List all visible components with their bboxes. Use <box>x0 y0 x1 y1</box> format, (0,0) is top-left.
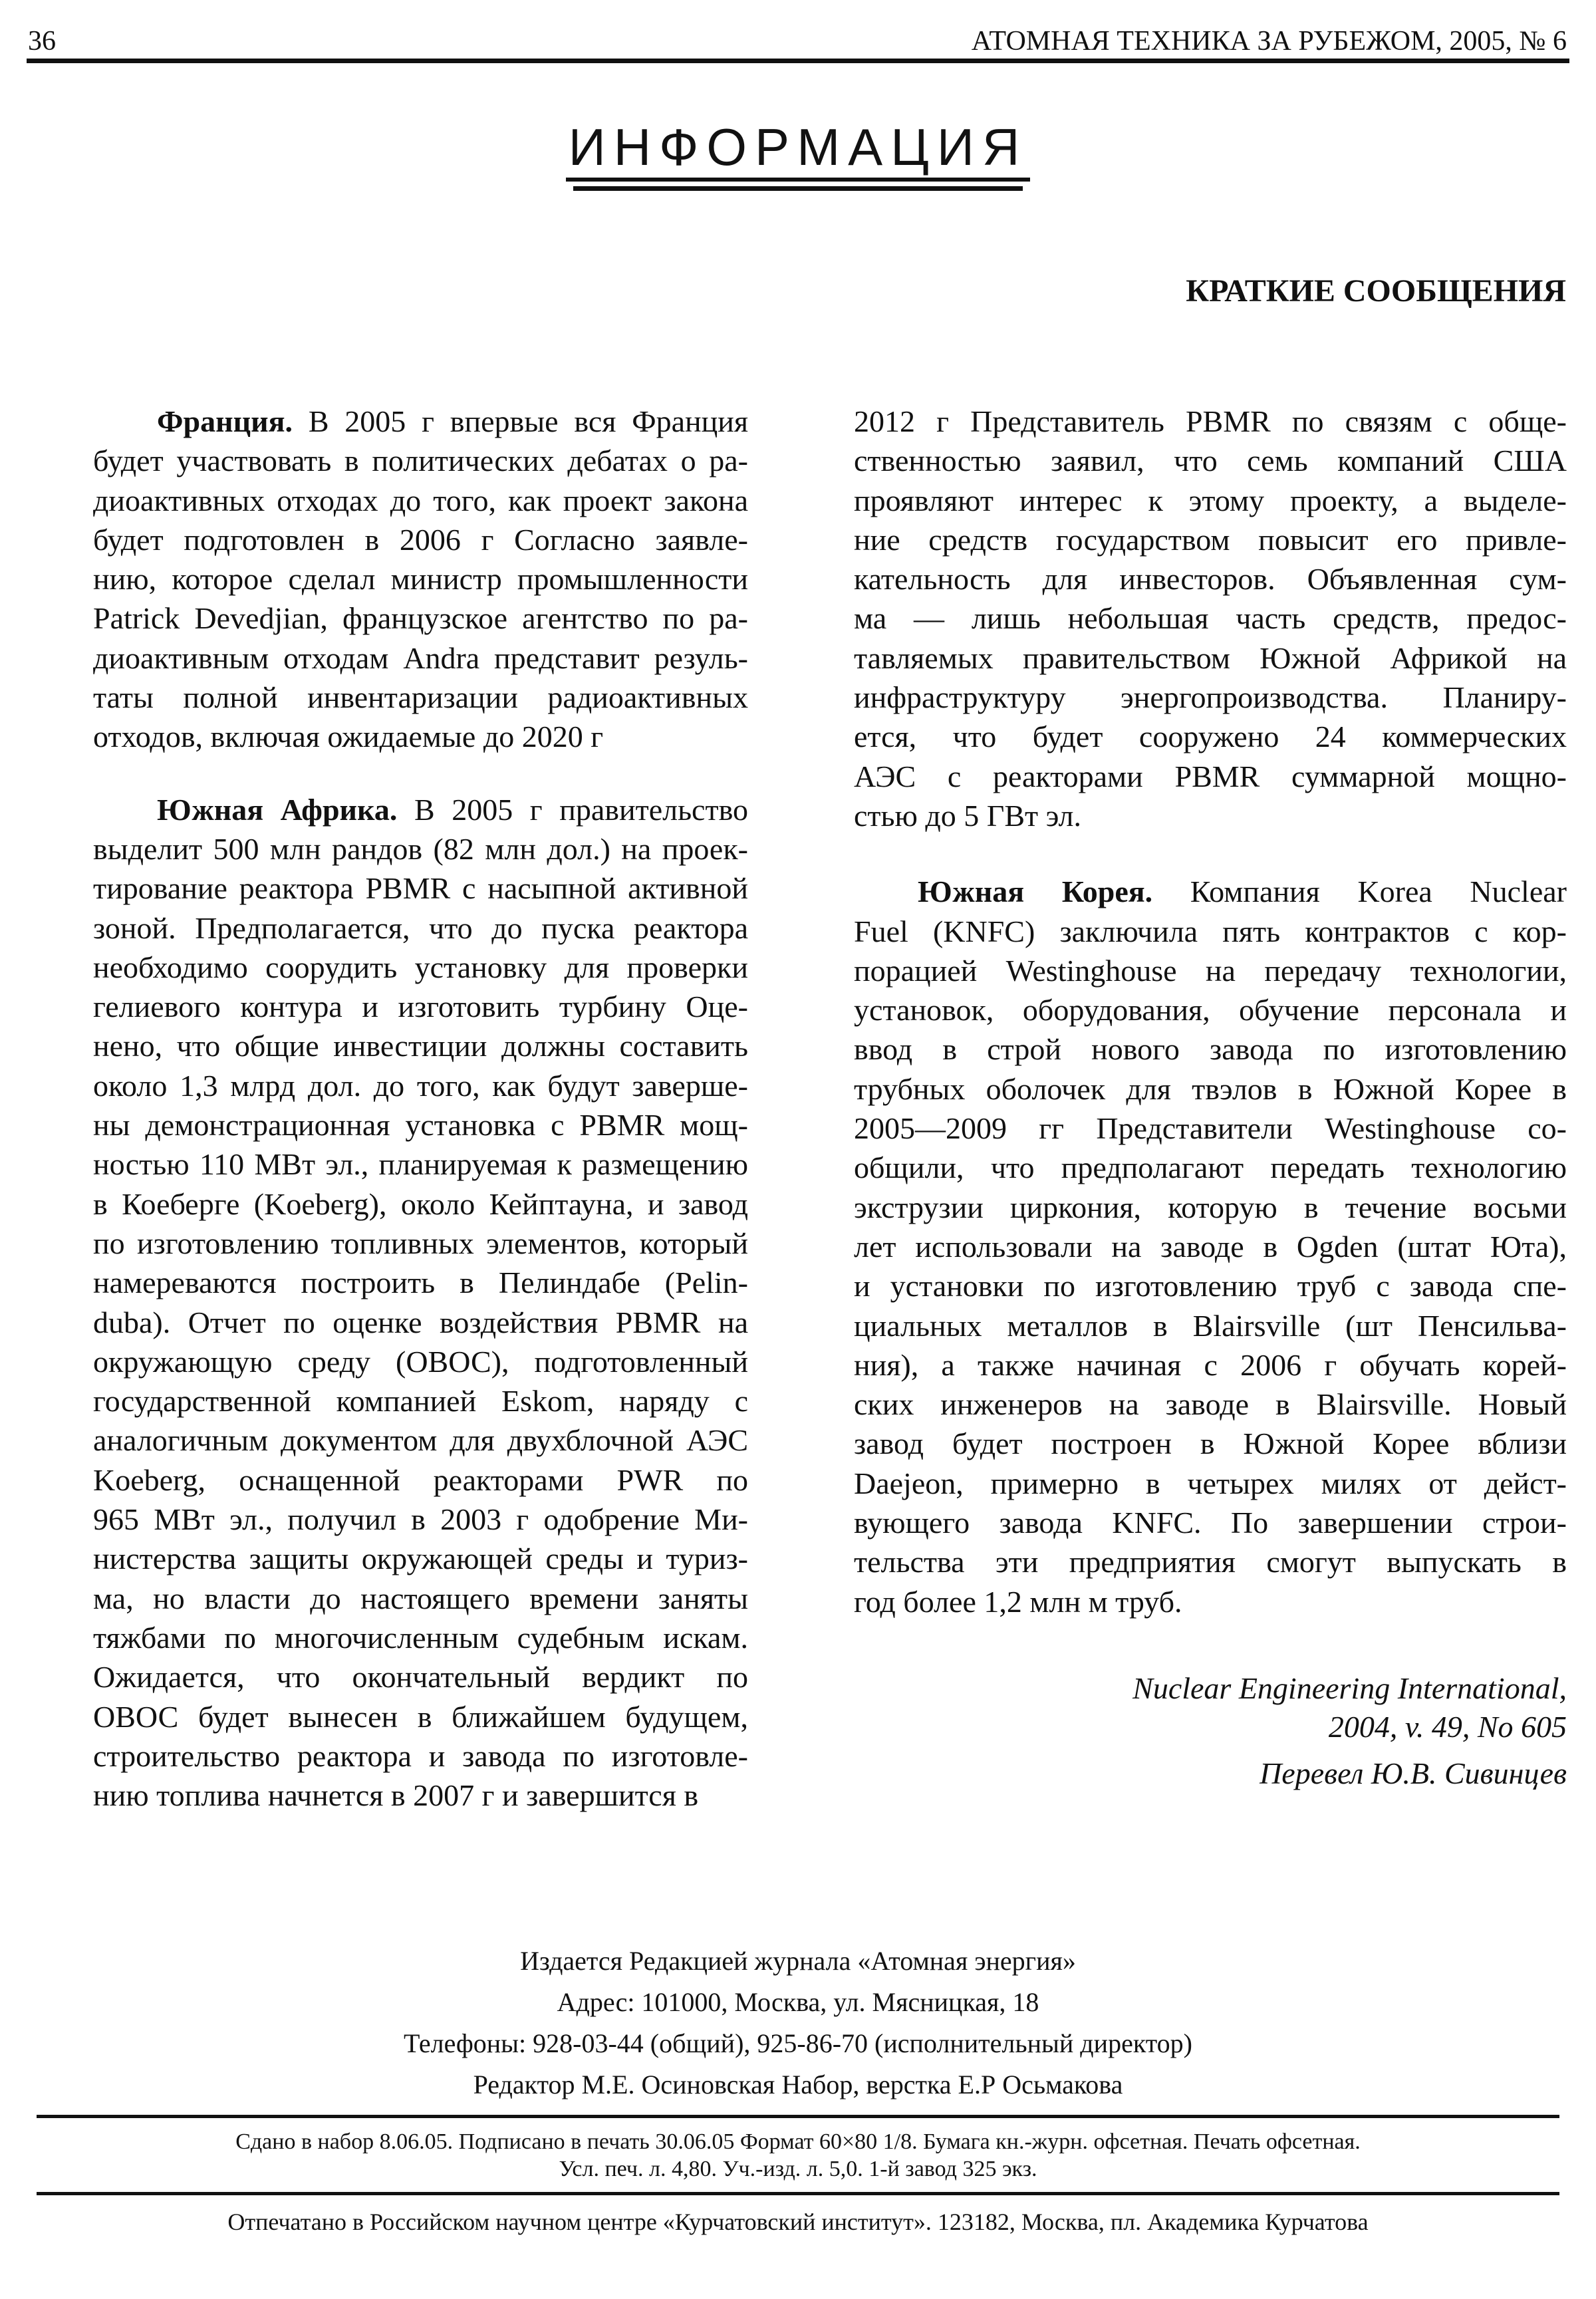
text-line <box>854 441 1567 480</box>
text-line <box>854 1424 1567 1463</box>
line-text: отходов, включая ожидаемые до 2020 г <box>93 720 604 754</box>
text-line <box>854 1503 1567 1542</box>
page-title: ИНФОРМАЦИЯ <box>566 116 1031 182</box>
line-text: нено, что общие инвестиции должны составить <box>93 1029 748 1063</box>
text-line <box>93 441 748 480</box>
text-line <box>854 990 1567 1029</box>
text-line <box>93 1105 748 1145</box>
line-text: нию, которое сделал министр промышленности <box>93 562 748 597</box>
line-text: установок, оборудования, обучение персонала и <box>854 993 1567 1027</box>
text-line <box>93 1697 748 1736</box>
text-line <box>854 1227 1567 1266</box>
line-text: проявляют интерес к этому проекту, а выделе- <box>854 483 1567 517</box>
text-line <box>93 1539 748 1578</box>
line-text: завод будет построен в Южной Корее вблизи <box>854 1426 1567 1461</box>
line-text: циальных металлов в Blairsville (шт Пенсильва- <box>854 1308 1567 1343</box>
source-line: Nuclear Engineering International, <box>1132 1671 1567 1705</box>
text-line <box>854 1148 1567 1187</box>
text-line <box>854 559 1567 599</box>
line-text: 2012 г Представитель PBMR по связям с обще- <box>854 404 1567 438</box>
text-line <box>93 1657 748 1696</box>
line-text: вующего завода KNFC. По завершении строи- <box>854 1506 1567 1540</box>
text-line <box>93 402 748 441</box>
text-line <box>854 1029 1567 1069</box>
text-line <box>854 638 1567 678</box>
right-column <box>854 402 1567 1655</box>
line-text: общили, что предполагают передать технологию <box>854 1150 1567 1185</box>
text-line <box>93 717 748 756</box>
imprint-line: Издается Редакцией журнала «Атомная энергия» <box>520 1946 1076 1976</box>
text-line <box>93 948 748 987</box>
line-text: порацией Westinghouse на передачу технологии, <box>854 953 1567 988</box>
print-info <box>0 2128 1596 2183</box>
line-text: тавляемых правительством Южной Африкой на <box>854 640 1567 675</box>
text-line <box>93 1579 748 1618</box>
text-line <box>854 1385 1567 1424</box>
line-text: Fuel (KNFC) заключила пять контрактов с кор- <box>854 914 1567 948</box>
text-line <box>93 638 748 678</box>
text-line <box>93 599 748 638</box>
line-text: Koeberg, оснащенной реакторами PWR по <box>93 1462 748 1497</box>
text-line <box>854 796 1567 835</box>
text-line <box>854 678 1567 717</box>
left-column <box>93 402 748 1848</box>
line-text: тельства эти предприятия смогут выпускать в <box>854 1545 1567 1579</box>
line-text: ны демонстрационная установка с PBMR мощ- <box>93 1108 748 1143</box>
article-south-africa <box>93 790 748 1816</box>
line-text: ОВОС будет вынесен в ближайшем будущем, <box>93 1699 748 1734</box>
line-text: выделит 500 млн рандов (82 млн дол.) на проек- <box>93 831 748 866</box>
line-text: ется, что будет сооружено 24 коммерческих <box>854 720 1567 754</box>
text-line <box>93 1026 748 1065</box>
line-text: лет использовали на заводе в Ogden (штат Юта), <box>854 1229 1567 1264</box>
line-text: Patrick Devedjian, французское агентство по ра- <box>93 601 748 636</box>
line-text: duba). Отчет по оценке воздействия PBMR на <box>93 1305 748 1339</box>
text-line <box>854 717 1567 756</box>
article-south-africa-continued <box>854 402 1567 835</box>
line-text: Ожидается, что окончательный вердикт по <box>93 1660 748 1694</box>
header-rule <box>27 59 1569 63</box>
line-text: ностью 110 МВт эл., планируемая к размещению <box>93 1147 748 1182</box>
line-text: экструзии циркония, которую в течение восьми <box>854 1190 1567 1224</box>
line-text: нию топлива начнется в 2007 г и завершится в <box>93 1778 699 1813</box>
page-title-block <box>0 116 1596 191</box>
text-line <box>854 912 1567 951</box>
text-line <box>93 1460 748 1500</box>
text-line <box>854 481 1567 520</box>
line-text: тирование реактора PBMR с насыпной активной <box>93 871 748 906</box>
text-line <box>93 1420 748 1460</box>
line-text: диоактивным отходам Andra представит резуль- <box>93 640 748 675</box>
line-text: В 2005 г правительство <box>414 792 748 827</box>
line-text: намереваются построить в Пелиндабе (Pelin- <box>93 1266 748 1300</box>
text-line <box>854 757 1567 796</box>
line-text: диоактивных отходах до того, как проект закона <box>93 483 748 517</box>
article-south-korea <box>854 872 1567 1621</box>
line-text: ственностью заявил, что семь компаний США <box>854 444 1567 478</box>
text-line <box>854 1306 1567 1345</box>
text-line <box>854 872 1567 911</box>
text-line <box>854 1345 1567 1385</box>
imprint-line: Редактор М.Е. Осиновская Набор, верстка Е.Р Осьмакова <box>473 2070 1123 2099</box>
article-lead: Южная Корея. <box>918 875 1153 909</box>
text-line <box>854 402 1567 441</box>
text-line <box>93 678 748 717</box>
line-text: стью до 5 ГВт эл. <box>854 798 1082 833</box>
text-line <box>854 1464 1567 1503</box>
text-line <box>93 987 748 1026</box>
imprint-line: Адрес: 101000, Москва, ул. Мясницкая, 18 <box>557 1987 1039 2017</box>
line-text: год более 1,2 млн м труб. <box>854 1584 1182 1619</box>
text-line <box>93 559 748 599</box>
line-text: строительство реактора и завода по изготовле- <box>93 1738 748 1773</box>
line-text: ских инженеров на заводе в Blairsville. Новый <box>854 1387 1567 1422</box>
line-text: Daejeon, примерно в четырех милях от дейст- <box>854 1466 1567 1500</box>
title-underline <box>573 186 1023 191</box>
line-text: 2005—2009 гг Представители Westinghouse со- <box>854 1111 1567 1146</box>
text-line <box>854 1542 1567 1581</box>
text-line <box>854 599 1567 638</box>
text-line <box>854 1266 1567 1305</box>
text-line <box>854 1069 1567 1109</box>
text-line <box>854 520 1567 559</box>
text-line <box>93 481 748 520</box>
text-line <box>93 1184 748 1224</box>
line-text: инфраструктуру энергопроизводства. Планиру- <box>854 680 1567 715</box>
text-line <box>93 1342 748 1381</box>
line-text: тяжбами по многочисленным судебным искам. <box>93 1620 748 1655</box>
footer-rule <box>37 2115 1559 2118</box>
line-text: 965 МВт эл., получил в 2003 г одобрение Ми- <box>93 1502 748 1537</box>
line-text: таты полной инвентаризации радиоактивных <box>93 680 748 715</box>
source-line: 2004, v. 49, No 605 <box>1328 1710 1567 1744</box>
text-line <box>854 1582 1567 1621</box>
print-info-line: Усл. печ. л. 4,80. Уч.-изд. л. 5,0. 1-й завод 325 экз. <box>559 2157 1037 2181</box>
text-line <box>854 1109 1567 1148</box>
text-line <box>93 1145 748 1184</box>
article-france <box>93 402 748 757</box>
line-text: по изготовлению топливных элементов, который <box>93 1226 748 1260</box>
line-text: АЭС с реакторами PBMR суммарной мощно- <box>854 759 1567 793</box>
text-line <box>93 1263 748 1302</box>
line-text: кательность для инвесторов. Объявленная сум- <box>854 562 1567 597</box>
line-text: будет участвовать в политических дебатах о ра- <box>93 444 748 478</box>
text-line <box>93 869 748 908</box>
imprint <box>0 1941 1596 2105</box>
line-text: зоной. Предполагается, что до пуска реактора <box>93 910 748 945</box>
line-text: нистерства защиты окружающей среды и туриз- <box>93 1542 748 1576</box>
text-line <box>93 1618 748 1657</box>
line-text: ма, но власти до настоящего времени заняты <box>93 1581 748 1615</box>
article-lead: Франция. <box>157 404 293 438</box>
line-text: Компания Korea Nuclear <box>1190 875 1567 909</box>
text-line <box>854 1188 1567 1227</box>
text-line <box>93 1500 748 1539</box>
text-line <box>93 829 748 869</box>
line-text: гелиевого контура и изготовить турбину Оце- <box>93 990 748 1024</box>
line-text: аналогичным документом для двухблочной АЭС <box>93 1423 748 1458</box>
text-line <box>93 1381 748 1420</box>
text-line <box>93 1776 748 1815</box>
line-text: и установки по изготовлению труб с завода спе- <box>854 1269 1567 1303</box>
line-text: окружающую среду (ОВОС), подготовленный <box>93 1344 748 1379</box>
text-line <box>93 908 748 948</box>
line-text: трубных оболочек для твэлов в Южной Корее в <box>854 1071 1567 1106</box>
line-text: ма — лишь небольшая часть средств, предос- <box>854 601 1567 636</box>
line-text: В 2005 г впервые вся Франция <box>308 404 749 438</box>
line-text: в Коеберге (Koeberg), около Кейптауна, и завод <box>93 1186 748 1221</box>
text-line <box>854 951 1567 990</box>
print-info-line: Сдано в набор 8.06.05. Подписано в печать 30.06.05 Формат 60×80 1/8. Бумага кн.-журн. офсетная. Печать офсетная. <box>235 2129 1361 2154</box>
line-text: государственной компанией Eskom, наряду с <box>93 1384 748 1419</box>
text-line <box>93 1224 748 1263</box>
line-text: ние средств государством повысит его привле- <box>854 522 1567 557</box>
line-text: около 1,3 млрд дол. до того, как будут заверше- <box>93 1068 748 1103</box>
source-attribution <box>1132 1669 1567 1793</box>
footer-rule <box>37 2192 1559 2195</box>
printed-by: Отпечатано в Российском научном центре «Курчатовский институт». 123182, Москва, пл. Академика Курчатова <box>227 2209 1369 2235</box>
imprint-line: Телефоны: 928-03-44 (общий), 925-86-70 (исполнительный директор) <box>403 2028 1192 2058</box>
text-line <box>93 1066 748 1105</box>
article-lead: Южная Африка. <box>157 792 398 827</box>
line-text: необходимо соорудить установку для проверки <box>93 950 748 984</box>
page-number: 36 <box>28 26 56 57</box>
text-line <box>93 790 748 829</box>
text-line <box>93 1303 748 1342</box>
running-header: АТОМНАЯ ТЕХНИКА ЗА РУБЕЖОМ, 2005, № 6 <box>971 26 1567 57</box>
text-line <box>93 1736 748 1776</box>
line-text: ния), а также начиная с 2006 г обучать корей- <box>854 1347 1567 1382</box>
section-heading: КРАТКИЕ СООБЩЕНИЯ <box>1186 273 1566 309</box>
line-text: ввод в строй нового завода по изготовлению <box>854 1032 1567 1067</box>
translator: Перевел Ю.В. Сивинцев <box>1260 1756 1567 1790</box>
text-line <box>93 520 748 559</box>
line-text: будет подготовлен в 2006 г Согласно заявле- <box>93 522 748 557</box>
